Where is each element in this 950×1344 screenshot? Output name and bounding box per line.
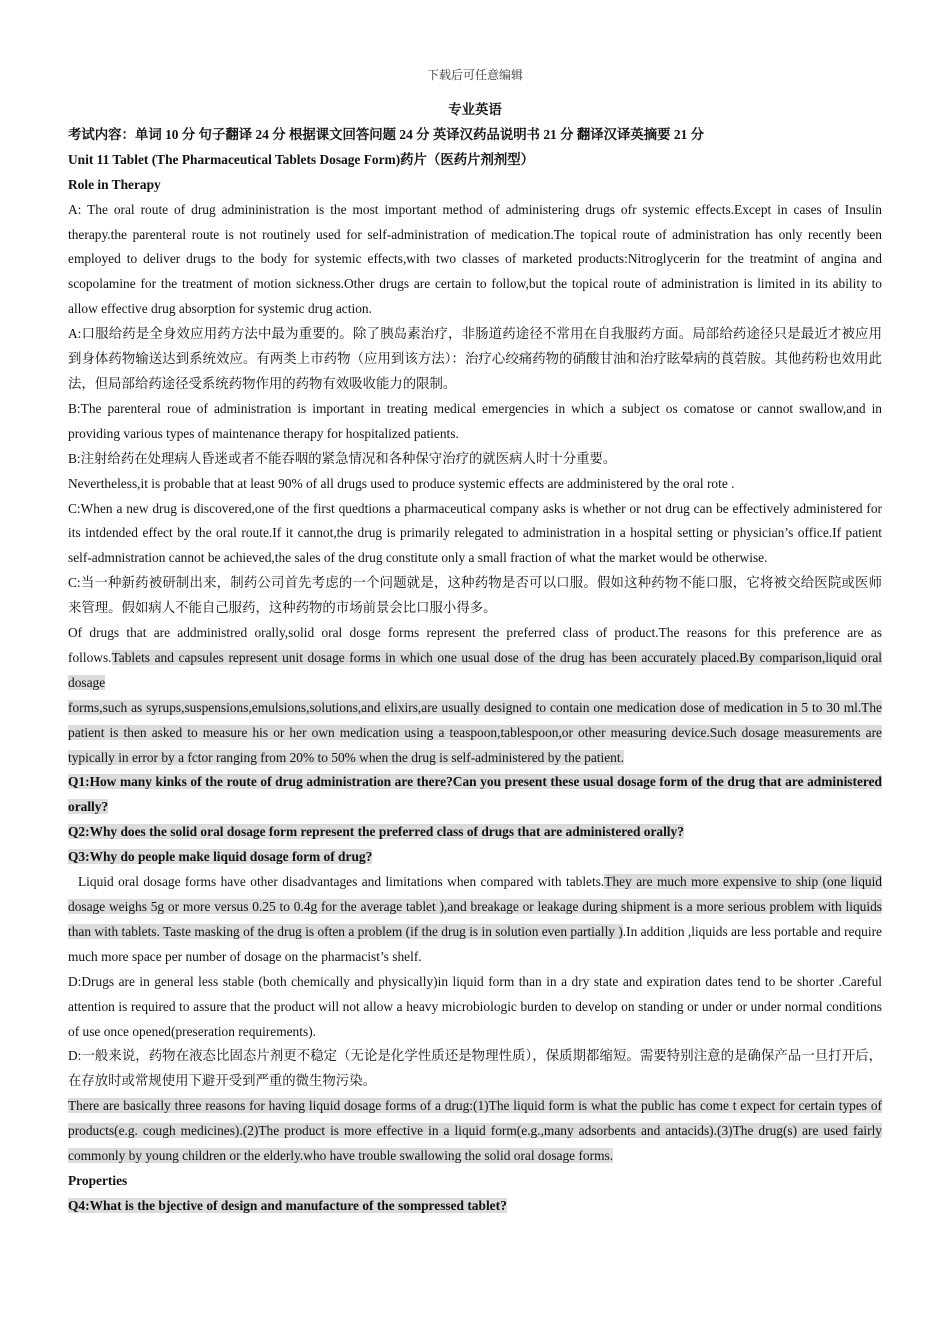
question-q1: Q1:How many kinks of the route of drug administration are there?Can you present these usual dosage form of the drug that are administered orally?: [68, 774, 882, 815]
paragraph-a-chinese: A:口服给药是全身效应用药方法中最为重要的。除了胰岛素治疗，非肠道药途径不常用在自我服药方面。局部给药途径只是最近才被应用到身体药物输送达到系统效应。有两类上市药物（应用到该方法）：治疗心绞痛药物的硝酸甘油和治疗眩晕病的莨菪胺。其他药粉也效用此法，但局部给药途径受系统药物作用的药物有效吸收能力的限制。: [68, 326, 882, 391]
highlighted-text: There are basically three reasons for having liquid dosage forms of a drug:(1)The liquid form is what the public has come t expect for certain types of products(e.g. cough medicines).(2)The product is more effective in a liquid form(e.g.,many adsorbents and antacids).(3)The drug(s) are used fairly commonly by young children or the elderly.who have trouble swallowing the solid oral dosage forms.: [68, 1098, 882, 1164]
paragraph-liquid-measurement: [68, 696, 882, 771]
section-heading-role-in-therapy: Role in Therapy: [68, 176, 161, 192]
unit-title: Unit 11 Tablet (The Pharmaceutical Tablets Dosage Form)药片（医药片剂剂型）: [68, 151, 535, 167]
document-body: [68, 98, 882, 1219]
paragraph-b-english: B:The parenteral roue of administration is important in treating medical emergencies in which a subject os comatose or cannot swallow,and in providing various types of maintenance therapy for hospitalized patients.: [68, 400, 882, 441]
exam-content-line: 考试内容：单词 10 分 句子翻译 24 分 根据课文回答问题 24 分 英译汉药品说明书 21 分 翻译汉译英摘要 21 分: [68, 126, 705, 142]
paragraph-oral-dosage: [68, 621, 882, 696]
highlighted-text: They are much more expensive to ship (one liquid dosage weighs 5g or more versus 0.25 to 0.4g for the average tablet ),and breakage or leakage during shipment is a more serious problem with liquids than with tablets. Taste masking of the drug is often a problem (if the drug is in solution even partially ): [68, 874, 882, 939]
paragraph-nevertheless: Nevertheless,it is probable that at least 90% of all drugs used to produce systemic effects are addministered by the oral rote .: [68, 475, 735, 491]
question-q2: Q2:Why does the solid oral dosage form represent the preferred class of drugs that are administered orally?: [68, 824, 684, 840]
question-q4: Q4:What is the bjective of design and manufacture of the sompressed tablet?: [68, 1197, 507, 1213]
paragraph-three-reasons: [68, 1094, 882, 1169]
oral-dosage-text: Of drugs that are addministred orally,solid oral dosge forms represent the preferred class of product.The reasons for this preference are as follows.: [68, 625, 882, 665]
highlighted-text: forms,such as syrups,suspensions,emulsions,solutions,and elixirs,are usually designed to contain one medication dose of medication in 5 to 30 ml.The patient is then asked to measure his or her own medication using a teaspoon,tablespoon,or other measuring device.Such dosage measurements are typically in error by a fctor ranging from 20% to 50% when the drug is self-administered by the patient.: [68, 699, 882, 765]
paragraph-liquid-disadvantages: Liquid oral dosage forms have other disadvantages and limitations when compared with tablets.They are much more expensive to ship (one liquid dosage weighs 5g or more versus 0.25 to 0.4g for the average tablet ),and breakage or leakage during shipment is a more serious problem with liquids than with tablets. Taste masking of the drug is often a problem (if the drug is in solution even partially ).In addition ,liquids are less portable and require much more space per number of dosage on the pharmacist’s shelf.: [68, 874, 882, 964]
document-title: 专业英语: [448, 102, 502, 117]
paragraph-d-english: D:Drugs are in general less stable (both chemically and physically)in liquid form than in a dry state and expiration dates tend to be shorter .Careful attention is required to assure that the product will not allow a heavy microbiologic burden to develop on standing or under or under normal conditions of use once opened(preseration requirements).: [68, 973, 882, 1039]
paragraph-b-chinese: B:注射给药在处理病人昏迷或者不能吞咽的紧急情况和各种保守治疗的就医病人时十分重要。: [68, 450, 617, 466]
paragraph-d-chinese: D:一般来说，药物在液态比固态片剂更不稳定（无论是化学性质还是物理性质），保质期都缩短。需要特别注意的是确保产品一旦打开后，在存放时或常规使用下避开受到严重的微生物污染。: [68, 1048, 882, 1089]
page-header: 下载后可任意编辑: [426, 68, 523, 82]
paragraph-a-english: A: The oral route of drug admininistration is the most important method of administering drugs ofr systemic effects.Except in cases of Insulin therapy.the parenteral route is not routinely used for self-administration of medication.The topical route of administration has only recently been employed to deliver drugs to the body for systemic effects,with two classes of marketed products:Nitroglycerin for the treatmint of angina and scopolamine for the treatment of motion sickness.Other drugs are certain to follow,but the topical route of administration is limited in its ability to allow effective drug absorption for systemic drug action.: [68, 201, 882, 317]
paragraph-c-chinese: C:当一种新药被研制出来，制药公司首先考虑的一个问题就是，这种药物是否可以口服。假如这种药物不能口服，它将被交给医院或医师来管理。假如病人不能自己服药，这种药物的市场前景会比口服小得多。: [68, 575, 882, 616]
section-heading-properties: Properties: [68, 1172, 128, 1188]
highlighted-text: Tablets and capsules represent unit dosage forms in which one usual dose of the drug has been accurately placed.By comparison,liquid oral dosage: [68, 649, 882, 690]
paragraph-c-english: C:When a new drug is discovered,one of the first quedtions a pharmaceutical company asks is whether or not drug can be effectively administered for its intdended effect by the oral route.If it cannot,the drug is primarily relegated to administration in a hospital setting or physician’s office.If patient self-admnistration cannot be achieved,the sales of the drug constitute only a small fraction of what the market would be otherwise.: [68, 500, 882, 566]
question-q3: Q3:Why do people make liquid dosage form of drug?: [68, 849, 373, 865]
